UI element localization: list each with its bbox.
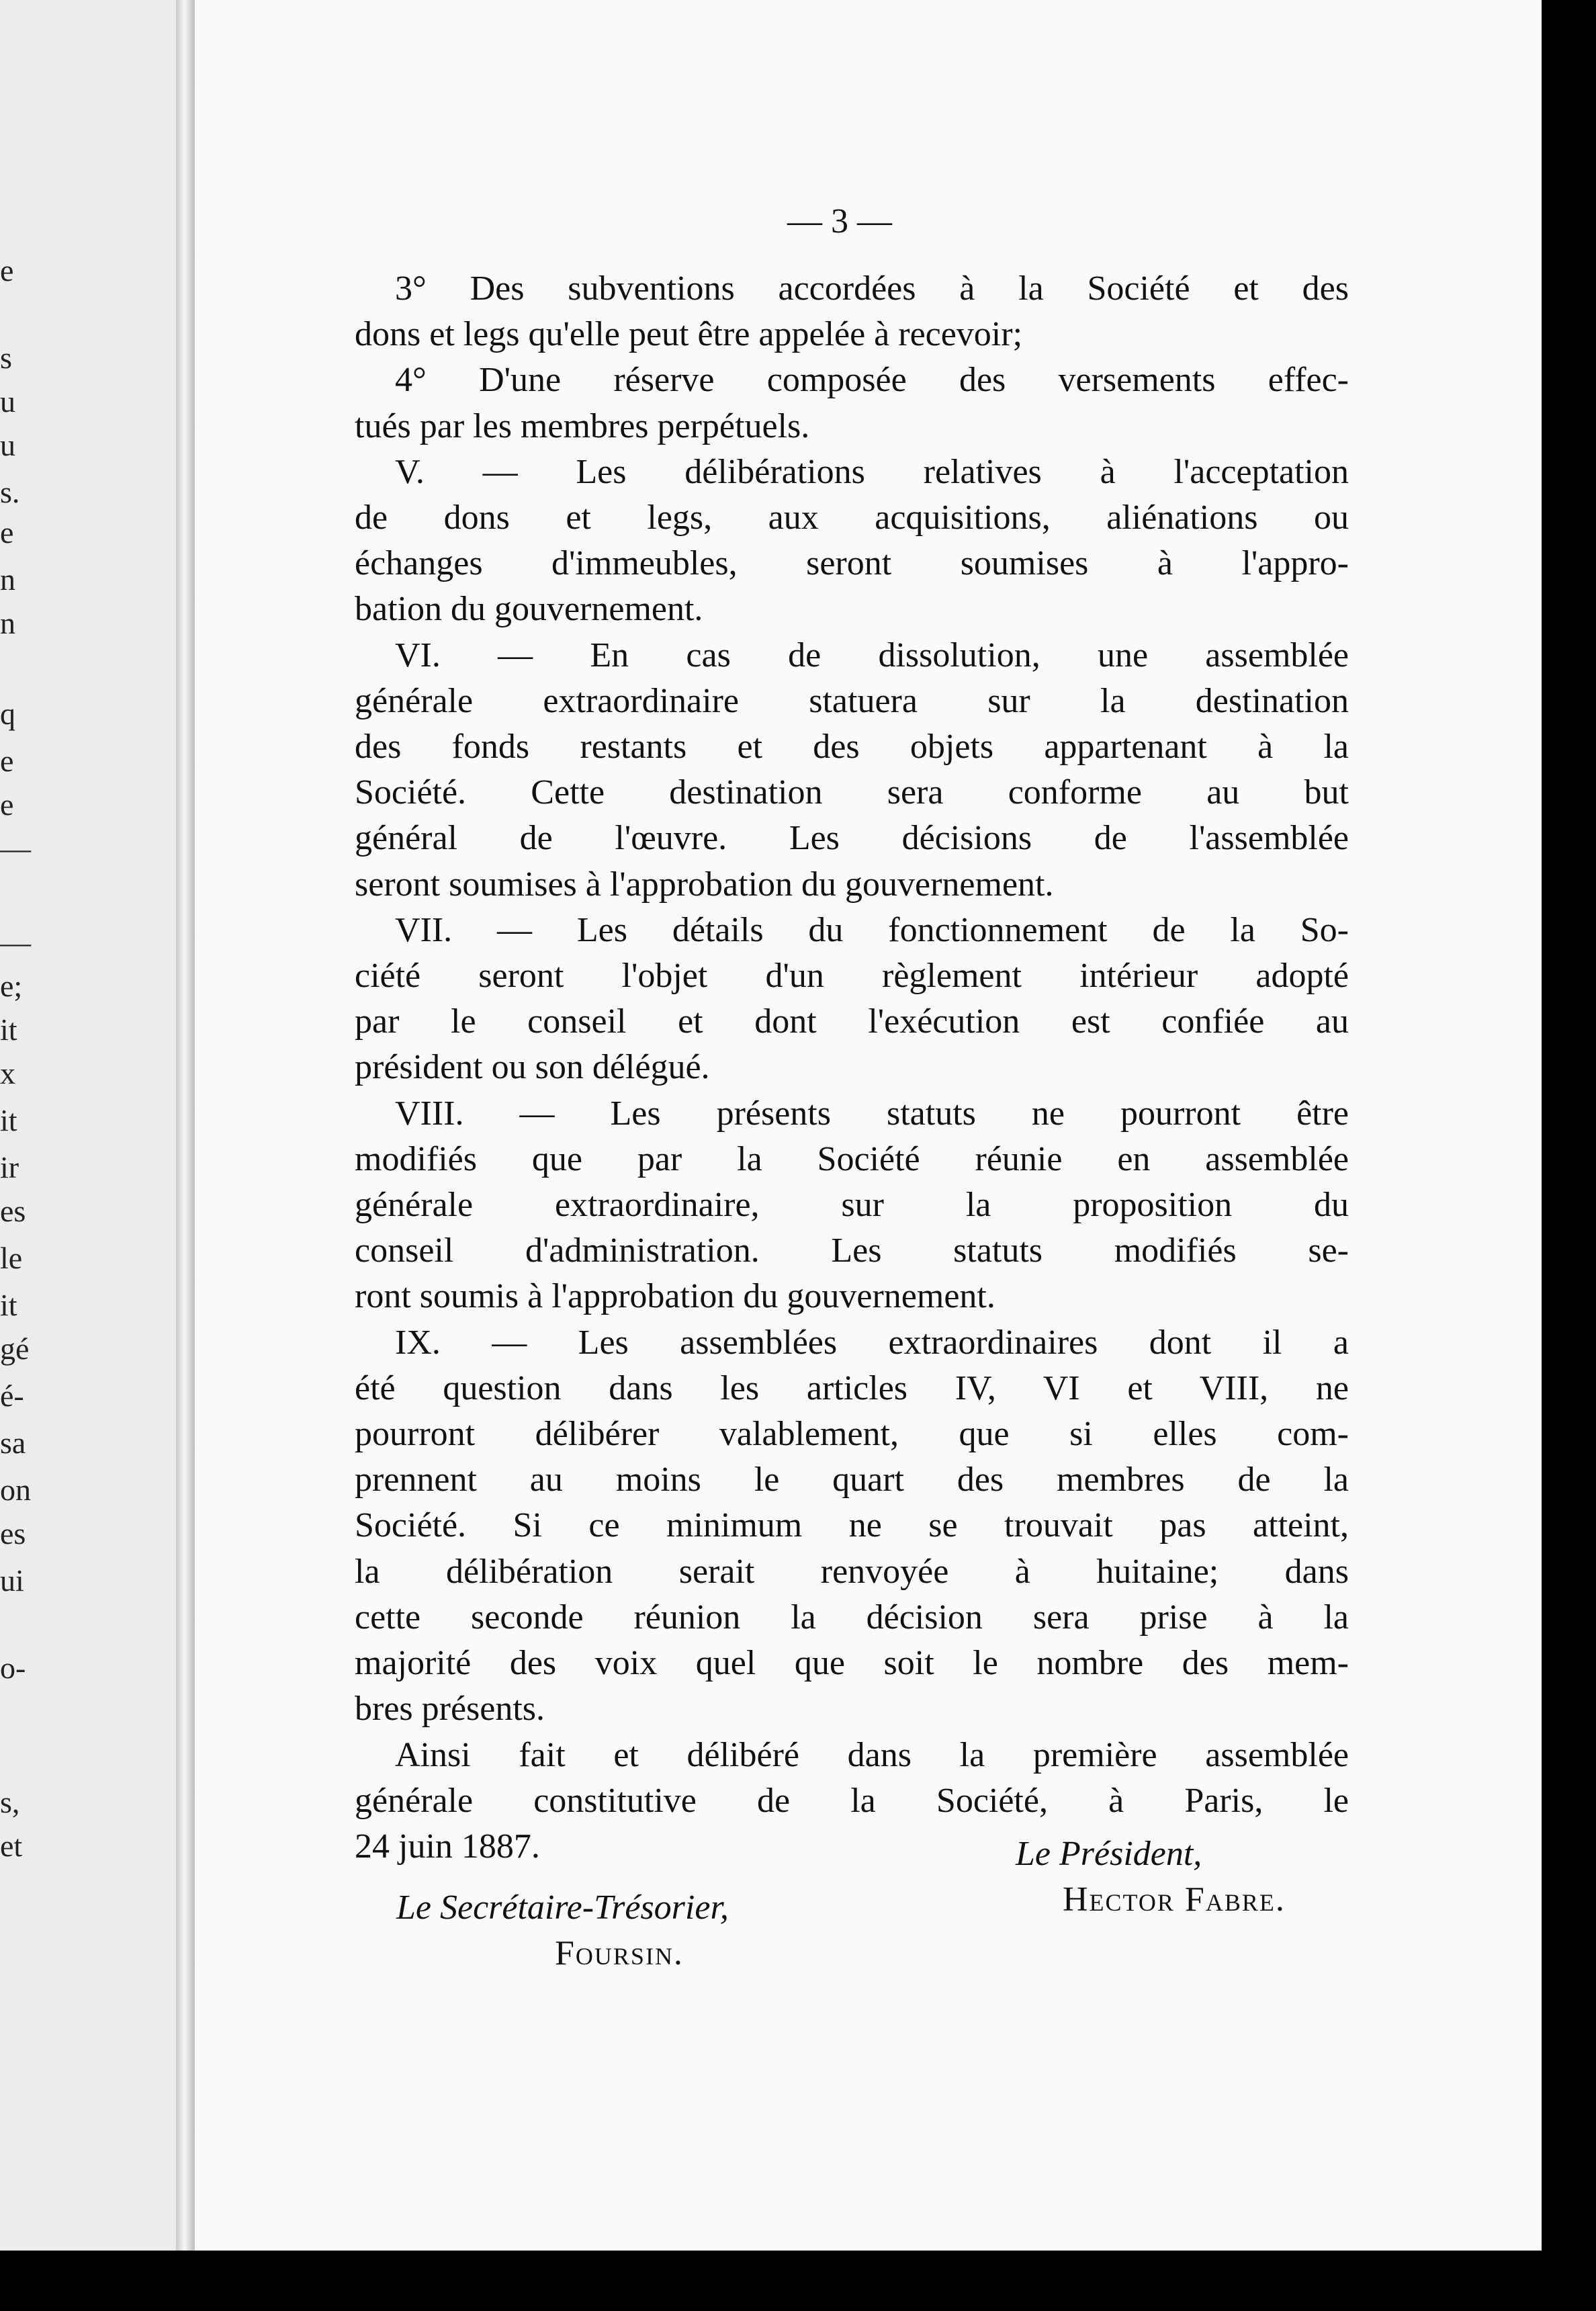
text-line: IX. — Les assemblées extraordinaires dont il a bbox=[395, 1323, 1349, 1362]
text-line: par le conseil et dont l'exécution est confiée au bbox=[355, 1002, 1349, 1041]
text-line: général de l'œuvre. Les décisions de l'assemblée bbox=[355, 819, 1349, 858]
president-signature bbox=[1016, 1831, 1286, 1922]
text-line: ront soumis à l'approbation du gouvernement. bbox=[355, 1277, 995, 1316]
margin-fragment: s. bbox=[0, 475, 20, 509]
margin-fragment: e; bbox=[0, 969, 23, 1003]
margin-fragment: e bbox=[0, 515, 14, 550]
margin-fragment: et bbox=[0, 1829, 23, 1863]
text-line: 24 juin 1887. bbox=[355, 1827, 540, 1866]
margin-fragment: x bbox=[0, 1056, 15, 1090]
margin-fragment: s, bbox=[0, 1785, 20, 1819]
left-margin-fragments bbox=[0, 0, 176, 2311]
paragraph bbox=[355, 266, 1349, 357]
text-line: modifiés que par la Société réunie en assemblée bbox=[355, 1139, 1349, 1178]
margin-fragment: ui bbox=[0, 1563, 24, 1598]
text-line: Ainsi fait et délibéré dans la première assemblée bbox=[395, 1735, 1349, 1774]
paragraph bbox=[355, 357, 1349, 449]
text-line: échanges d'immeubles, seront soumises à l'appro- bbox=[355, 544, 1349, 583]
text-line: bation du gouvernement. bbox=[355, 590, 703, 629]
text-line: seront soumises à l'approbation du gouvernement. bbox=[355, 865, 1054, 904]
margin-fragment: e bbox=[0, 744, 14, 778]
margin-fragment: — bbox=[0, 831, 31, 865]
text-line: prennent au moins le quart des membres de la bbox=[355, 1460, 1349, 1499]
page-number: — 3 — bbox=[787, 202, 892, 241]
margin-fragment: ir bbox=[0, 1150, 19, 1184]
text-line: générale extraordinaire statuera sur la destination bbox=[355, 681, 1349, 720]
margin-fragment: gé bbox=[0, 1332, 30, 1366]
margin-fragment: — bbox=[0, 925, 31, 959]
paragraph bbox=[355, 1091, 1349, 1320]
text-line: générale extraordinaire, sur la proposition du bbox=[355, 1186, 1349, 1225]
margin-fragment: q bbox=[0, 697, 15, 731]
secretary-title: Le Secrétaire-Trésorier, bbox=[396, 1888, 729, 1927]
margin-fragment: sa bbox=[0, 1426, 26, 1460]
text-line: V. — Les délibérations relatives à l'acceptation bbox=[395, 452, 1349, 491]
text-line: VIII. — Les présents statuts ne pourront être bbox=[395, 1094, 1349, 1133]
text-line: Société. Si ce minimum ne se trouvait pas atteint, bbox=[355, 1506, 1349, 1545]
paragraph bbox=[355, 449, 1349, 633]
scan-border-right bbox=[1542, 0, 1596, 2311]
text-line: générale constitutive de la Société, à Paris, le bbox=[355, 1781, 1349, 1820]
text-line: pourront délibérer valablement, que si elles com- bbox=[355, 1415, 1349, 1454]
text-line: bres présents. bbox=[355, 1690, 545, 1729]
paragraph bbox=[355, 1320, 1349, 1733]
text-line: VII. — Les détails du fonctionnement de la So- bbox=[395, 910, 1349, 949]
margin-fragment: es bbox=[0, 1194, 26, 1228]
margin-fragment: it bbox=[0, 1012, 17, 1047]
text-line: tués par les membres perpétuels. bbox=[355, 406, 810, 445]
margin-fragment: es bbox=[0, 1516, 26, 1551]
secretary-signature bbox=[396, 1885, 729, 1976]
text-line: conseil d'administration. Les statuts modifiés se- bbox=[355, 1231, 1349, 1270]
text-line: 4° D'une réserve composée des versements effec- bbox=[395, 361, 1349, 400]
president-name: Hector Fabre. bbox=[1063, 1880, 1286, 1919]
secretary-name: Foursin. bbox=[555, 1933, 684, 1972]
text-line: la délibération serait renvoyée à huitaine; dans bbox=[355, 1552, 1349, 1591]
text-line: majorité des voix quel que soit le nombre des mem- bbox=[355, 1644, 1349, 1683]
text-line: ciété seront l'objet d'un règlement intérieur adopté bbox=[355, 957, 1349, 996]
text-line: VI. — En cas de dissolution, une assemblée bbox=[395, 636, 1349, 674]
book-gutter bbox=[176, 0, 195, 2311]
margin-fragment: é- bbox=[0, 1379, 24, 1413]
margin-fragment: it bbox=[0, 1103, 17, 1137]
text-line: été question dans les articles IV, VI et VIII, ne bbox=[355, 1368, 1349, 1407]
margin-fragment: le bbox=[0, 1241, 23, 1275]
paragraph bbox=[355, 908, 1349, 1091]
margin-fragment: it bbox=[0, 1288, 17, 1322]
margin-fragment: n bbox=[0, 606, 15, 640]
margin-fragment: n bbox=[0, 562, 15, 597]
president-title: Le Président, bbox=[1016, 1835, 1202, 1873]
text-line: 3° Des subventions accordées à la Société et des bbox=[395, 269, 1349, 308]
left-facing-page bbox=[0, 0, 176, 2311]
margin-fragment: u bbox=[0, 428, 15, 462]
text-line: des fonds restants et des objets appartenant à la bbox=[355, 728, 1349, 767]
scan-border-bottom bbox=[0, 2251, 1596, 2311]
margin-fragment: e bbox=[0, 787, 14, 822]
text-line: cette seconde réunion la décision sera prise à la bbox=[355, 1598, 1349, 1637]
text-line: président ou son délégué. bbox=[355, 1048, 710, 1087]
margin-fragment: o- bbox=[0, 1651, 26, 1685]
text-line: de dons et legs, aux acquisitions, aliénations ou bbox=[355, 498, 1349, 537]
margin-fragment: on bbox=[0, 1473, 31, 1507]
paragraph bbox=[355, 633, 1349, 908]
text-line: Société. Cette destination sera conforme au but bbox=[355, 773, 1349, 812]
text-line: dons et legs qu'elle peut être appelée à recevoir; bbox=[355, 315, 1023, 354]
margin-fragment: s bbox=[0, 341, 12, 375]
body-text bbox=[355, 266, 1349, 1870]
margin-fragment: e bbox=[0, 253, 14, 288]
margin-fragment: u bbox=[0, 384, 15, 419]
